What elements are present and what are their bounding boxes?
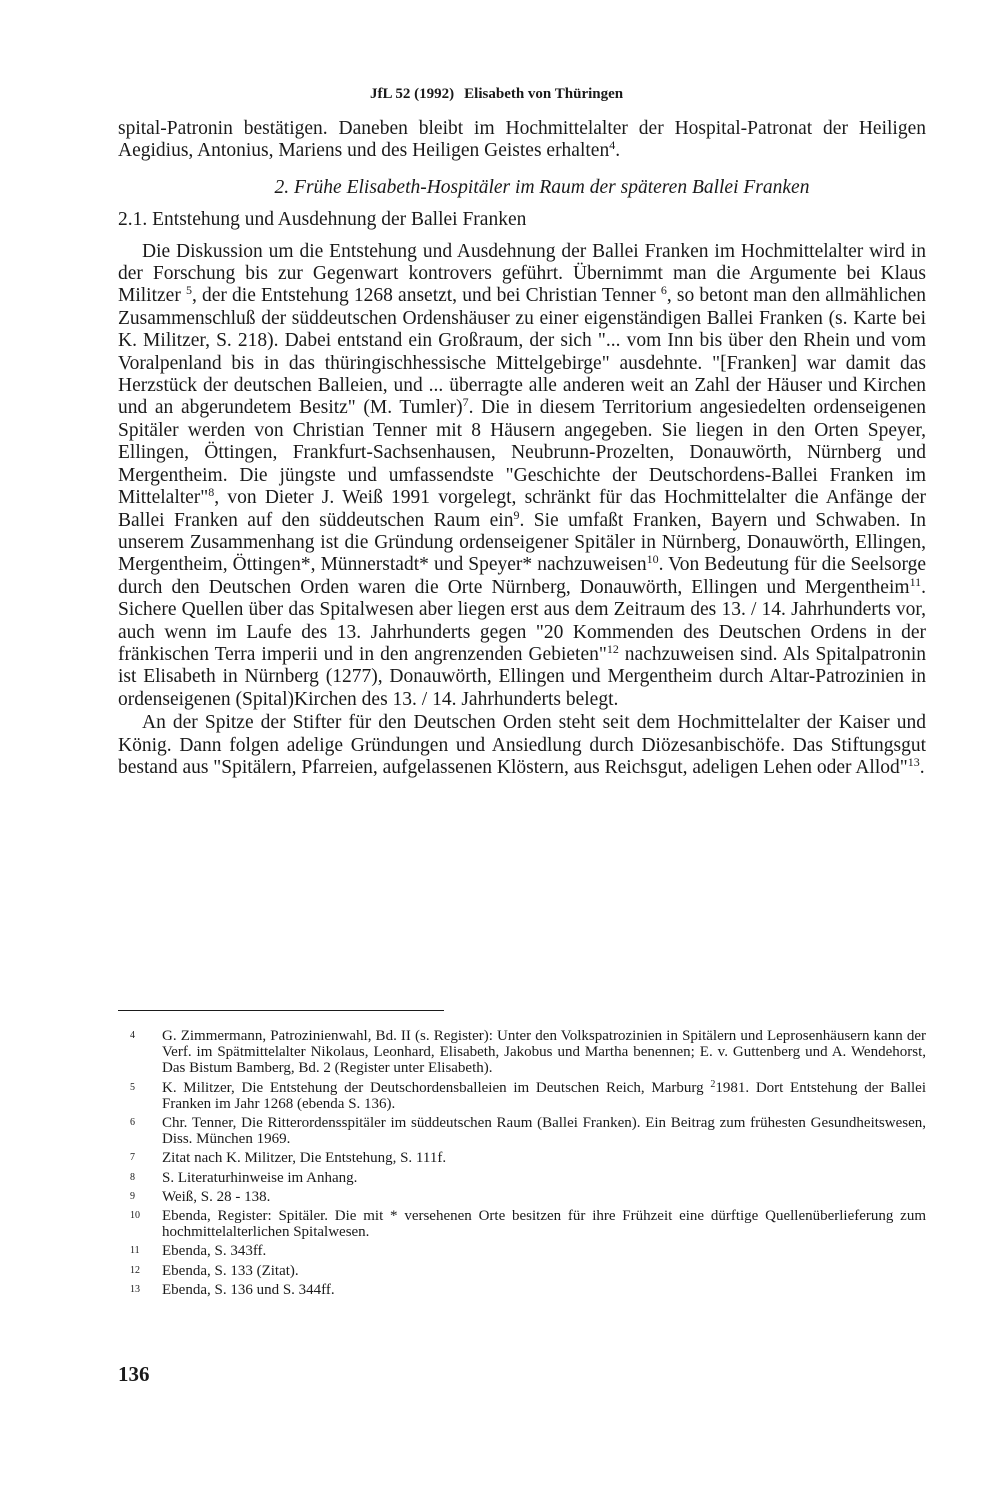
footnote (118, 1189, 926, 1205)
footnote-number: 5 (130, 1081, 135, 1093)
footnote-ref-4: 4 (609, 138, 616, 153)
footnote-ref-6: 6 (660, 283, 667, 298)
footnote (118, 1170, 926, 1186)
footnote (118, 1115, 926, 1147)
footnote-number: 13 (130, 1283, 140, 1295)
page-number: 136 (118, 1362, 150, 1386)
footnote-separator (118, 1010, 444, 1011)
footnote-number: 4 (130, 1030, 135, 1041)
footnote-text: S. Literaturhinweise im Anhang. (162, 1169, 358, 1186)
footnote-number: 6 (130, 1117, 135, 1129)
footnote-number: 11 (130, 1245, 140, 1257)
footnote-ref-12: 12 (606, 641, 619, 656)
footnote-text: Ebenda, Register: Spitäler. Die mit * versehenen Orte besitzen für ihre Frühzeit eine dürftige Quellenüberlieferung zum hochmittelalterlichen Spitalwesen. (162, 1208, 926, 1241)
footnote-text: Ebenda, S. 133 (Zitat). (162, 1262, 299, 1279)
body-text (118, 118, 926, 779)
footnote-text: Weiß, S. 28 - 138. (162, 1188, 271, 1205)
footnote-number: 10 (130, 1210, 140, 1222)
footnote-ref-5: 5 (185, 283, 192, 298)
journal-reference: JfL 52 (1992) (370, 86, 455, 102)
subsection-heading: 2.1. Entstehung und Ausdehnung der Ballei Franken (118, 209, 527, 231)
paragraph-1: Die Diskussion um die Entstehung und Ausdehnung der Ballei Franken im Hochmittelalter wird in der Forschung bis zur Gegenwart kontrovers geführt. Übernimmt man die Argumente bei Klaus Militzer $^5$, der die Entstehung 1268 ansetzt, und bei Christian Tenner $^6$, so betont man den allmählichen Zusammenschluß der süddeutschen Ordenshäuser zu einer eigenständigen Ballei Franken (s. Karte bei K. Militzer, S. 218). Dabei entstand ein Großraum, der sich "... vom Inn bis über den Rhein und vom Voralpenland bis in das thüringischhessische Mittelgebirge" ausdehnte. "[Franken] war damit das Herzstück der deutschen Balleien, und ... überragte alle anderen weit an Zahl der Häuser und Kirchen und an abgerundetem Besitz" (M. Tumler)$^7$. Die in diesem Territorium angesiedelten ordenseigenen Spitäler werden von Christian Tenner mit 8 Häusern angegeben. Sie liegen in den Orten Speyer, Ellingen, Öttingen, Frankfurt-Sachsenhausen, Neubrunn-Prozelten, Donauwörth, Nürnberg und Mergentheim. Die jüngste und umfassendste "Geschichte der Deutschordens-Ballei Franken im Mittelalter"$^8$, von Dieter J. Weiß 1991 vorgelegt, schränkt für das Hochmittelalter die Anfänge der Ballei Franken auf den süddeutschen Raum ein$^9$. Sie umfaßt Franken, Bayern und Schwaben. In unserem Zusammenhang ist die Gründung ordenseigener Spitäler in Nürnberg, Donauwörth, Ellingen, Mergentheim, Öttingen*, Münnerstadt* und Speyer* nachzuweisen$^{10}$. Von Bedeutung für die Seelsorge durch den Deutschen Orden waren die Orte Nürnberg, Donauwörth, Ellingen und Mergentheim$^{11}$. Sichere Quellen über das Spitalwesen aber liegen erst aus dem Zeitraum des 13. / 14. Jahrhunderts vor, auch wenn im Laufe des 13. Jahrhunderts gegen "20 Kommenden des Deutschen Ordens in der fränkischen Terra imperii und in den angrenzenden Gebieten"$^{12}$ nachzuweisen sind. Als Spitalpatronin ist Elisabeth in Nürnberg (1277), Donauwörth, Ellingen und Mergentheim durch Altar-Patrozinien in ordenseigenen (Spital)Kirchen des 13. / 14. Jahrhunderts belegt. (118, 240, 927, 710)
footnote-ref-9: 9 (513, 507, 520, 522)
footnote-text: Ebenda, S. 136 und S. 344ff. (162, 1281, 335, 1298)
running-title: Elisabeth von Thüringen (464, 86, 624, 102)
footnote-number: 12 (130, 1264, 140, 1276)
footnote-text: Zitat nach K. Militzer, Die Entstehung, S. 111f. (162, 1150, 447, 1167)
footnote (118, 1208, 926, 1240)
footnote-text: K. Militzer, Die Entstehung der Deutschordensballeien im Deutschen Reich, Marburg $^2$1981. Dort Entstehung der Ballei Franken im Jahr 1268 (ebenda S. 136). (162, 1078, 926, 1112)
footnotes (118, 1028, 926, 1301)
footnote-ref-11: 11 (909, 574, 922, 589)
footnote-number: 9 (130, 1190, 135, 1202)
footnote-ref-8: 8 (208, 485, 215, 500)
section-heading: 2. Frühe Elisabeth-Hospitäler im Raum der späteren Ballei Franken (274, 176, 810, 198)
running-header (370, 86, 623, 103)
paragraph-2: An der Spitze der Stifter für den Deutschen Orden steht seit dem Hochmittelalter der Kaiser und König. Dann folgen adelige Gründungen und Ansiedlung durch Diözesanbischöfe. Das Stiftungsgut bestand aus "Spitälern, Pfarreien, aufgelassenen Klöstern, aus Reichsgut, adeligen Lehen oder Allod"$^{13}$. (118, 712, 926, 778)
footnote (118, 1080, 926, 1112)
footnote-number: 7 (130, 1152, 135, 1164)
footnote (118, 1282, 926, 1298)
footnote-ref-13: 13 (907, 754, 920, 769)
footnote-ref-10: 10 (646, 552, 659, 567)
footnote-text: G. Zimmermann, Patrozinienwahl, Bd. II (s. Register): Unter den Volkspatrozinien in Spitälern und Leprosenhäusern kann der Verf. im Spätmittelalter Nikolaus, Leonhard, Elisabeth, Jakobus und Martha benennen; E. v. Guttenberg und A. Wendehorst, Das Bistum Bamberg, Bd. 2 (Register unter Elisabeth). (162, 1028, 926, 1077)
footnote (118, 1263, 926, 1279)
paragraph-continuation: spital-Patronin bestätigen. Daneben bleibt im Hochmittelalter der Hospital-Patronat der Heiligen Aegidius, Antonius, Mariens und des Heiligen Geistes erhalten$^4$. (118, 118, 926, 162)
footnote-number: 8 (130, 1171, 135, 1183)
footnote (118, 1028, 926, 1077)
footnote (118, 1243, 926, 1259)
footnote-text: Ebenda, S. 343ff. (162, 1243, 267, 1260)
footnote (118, 1150, 926, 1166)
footnote-ref-7: 7 (462, 395, 469, 410)
footnote-text: Chr. Tenner, Die Ritterordensspitäler im süddeutschen Raum (Ballei Franken). Ein Beitrag zum frühesten Gesundheitswesen, Diss. München 1969. (162, 1115, 926, 1148)
